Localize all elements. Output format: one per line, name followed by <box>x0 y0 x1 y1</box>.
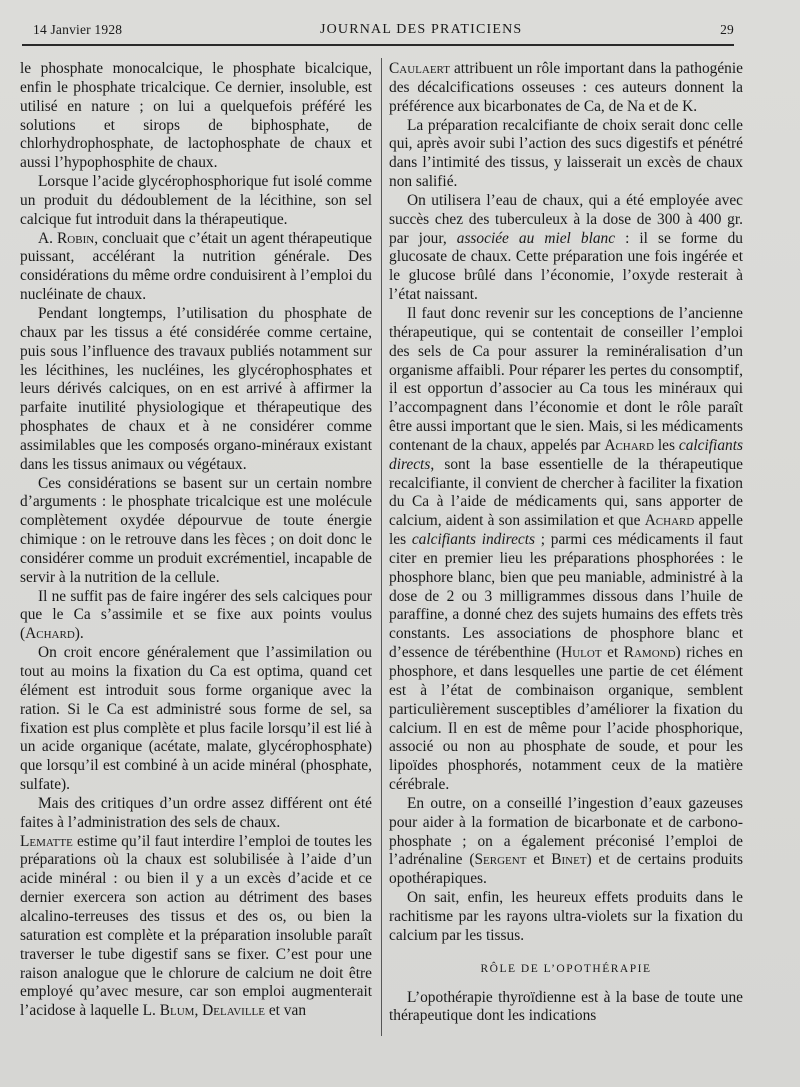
text-run: estime qu’il faut interdire l’emploi de toutes les préparations où la chaux est solubilisée à l’aide d’un acide minéral : ou bien il y a un excès d’acide et ce dernier exercera son action au détriment des bases alcalino-terreuses des tissus et des os, ou bien la saturation est complète et la préparation insoluble paraît traverser le tube digestif sans se fixer. C’est pour une raison analogue que le chlorure de calcium ne doit être employé qu’avec mesure, car son emploi augmenterait l’acidose à laquelle L. <box>20 832 372 1020</box>
author-name: Binet <box>551 851 587 869</box>
paragraph <box>389 889 743 946</box>
text-run: le phosphate monocalcique, le phosphate bicalcique, enfin le phosphate tricalcique. Ce dernier, insoluble, est utilisé en nature ; on lui a quelquefois préféré les solutions et sirops de biphosphate, de chlorhydrophosphate, de lactophosphate de chaux et aussi l’hypophosphite de chaux. <box>20 60 372 172</box>
text-run: : il se forme du glucosate de chaux. Cette préparation une fois ingérée et le glucose brûlé dans l’économie, l’oxyde resterait à l’état naissant. <box>389 229 744 304</box>
header-rule <box>22 44 734 46</box>
issue-date: 14 Janvier 1928 <box>33 22 123 37</box>
author-name: Caulaert <box>389 60 450 77</box>
author-name: Sergent <box>474 851 527 869</box>
right-column <box>389 60 743 1026</box>
text-run: ). <box>74 625 84 643</box>
author-name: Delaville <box>202 1002 265 1020</box>
text-run: On croit encore généralement que l’assimilation ou tout au moins la fixation du Ca est optima, quand cet élément est introduit sous forme organique avec la ration. Si le Ca est administré sous forme de sel, sa fixation est plus complète et plus facile lorsqu’il est lié à un acide organique (acétate, malate, glycérophosphate) que lorsqu’il est combiné à un acide minéral (phosphate, sulfate). <box>20 644 372 794</box>
text-run: ; parmi ces médicaments il faut citer en premier lieu les préparations phosphorées : le phosphore blanc, bien que peu maniable, administré à la dose de 2 ou 3 milligrammes dissous dans l’huile de paraffine, a donné chez des sujets humains des effets très constants. Les associations de phosphore blanc et d’essence de térébenthine ( <box>389 531 743 662</box>
emphasis: associée au miel blanc <box>456 229 616 247</box>
paragraph <box>20 644 372 795</box>
text-run: On utilisera l’eau de chaux, qui a été employée avec succès chez des tuberculeux à la dose de 300 à 400 gr. par jour, <box>389 191 743 247</box>
paragraph <box>389 989 743 1027</box>
emphasis: calcifiants indirects <box>411 531 535 549</box>
author-name: Achard <box>604 436 654 454</box>
paragraph <box>20 60 372 173</box>
text-run: ) riches en phosphore, et dans lesquelles une partie de cet élément est à l’état de combinaison organique, semblent particulièrement susceptibles d’améliorer la fixation du calcium. Il en est de même pour l’acide phosphorique, associé ou non au phosphate de soude, et pour les lipoïdes phosphorés, notamment ceux de la matière cérébrale. <box>389 644 743 794</box>
emphasis: calcifiants directs <box>389 436 743 473</box>
text-run: attribuent un rôle important dans la pathogénie des décalcifications osseuses : ces auteurs donnent la préférence aux bicarbonates de Ca, de Na et de K. <box>389 60 743 115</box>
author-name: Hulot <box>561 644 602 662</box>
author-name: Achard <box>25 625 75 643</box>
paragraph <box>20 588 372 645</box>
text-run: Mais des critiques d’un ordre assez différent ont été faites à l’administration des sels de chaux. <box>20 794 372 831</box>
paragraph <box>20 795 372 833</box>
paragraph <box>20 475 372 588</box>
text-run: On sait, enfin, les heureux effets produits dans le rachitisme par les rayons ultra-violets sur la fixation du calcium par les tissus. <box>389 889 743 944</box>
author-name: Lematte <box>20 832 73 850</box>
text-run: appelle les <box>389 512 743 549</box>
text-run: Pendant longtemps, l’utilisation du phosphate de chaux par les tissus a été considérée comme certaine, puis sous l’influence des travaux publiés notamment sur les lécithines, les nucléines, les glycérophosphates et leurs dérivés calciques, on en est arrivé à affirmer la parfaite inutilité physiologique et thérapeutique des phosphates de chaux et à ne considérer comme assimilables que les composés organo-minéraux existant dans les tissus animaux ou végétaux. <box>20 304 372 473</box>
text-run: Il faut donc revenir sur les conceptions de l’ancienne thérapeutique, qui se contentait de conseiller l’emploi des sels de Ca pour assurer la reminéralisation d’un organisme affaibli. Pour réparer les pertes du consomptif, il est opportun d’associer au Ca tous les minéraux qui l’accompagnent dans l’économie et dont le rôle paraît être aussi important que le sien. Mais, si les médicaments contenant de la chaux, appelés par <box>389 304 743 454</box>
paragraph <box>389 60 743 117</box>
paragraph <box>20 305 372 475</box>
text-run: , concluait que c’était un agent thérapeutique puissant, accélérant la nutrition générale. Des considérations du même ordre conduisirent à l’emploi du nucléinate de chaux. <box>20 229 372 304</box>
paragraph <box>20 173 372 230</box>
text-run: et <box>526 851 552 869</box>
text-run: les <box>653 436 679 454</box>
paragraph <box>389 795 743 889</box>
section-heading: RÔLE DE L’OPOTHÉRAPIE <box>480 962 652 975</box>
text-run: Ces considérations se basent sur un certain nombre d’arguments : le phosphate tricalcique est une molécule complètement oxydée dépourvue de toute énergie chimique : on le retrouve dans les fèces ; on doit donc le considérer comme un produit excrémentiel, incapable de servir à la nutrition de la cellule. <box>20 474 372 586</box>
paragraph <box>389 305 743 795</box>
author-name: Ramond <box>623 644 676 662</box>
text-run: et van <box>265 1002 307 1020</box>
author-name: A. Robin <box>38 229 95 247</box>
text-run: Lorsque l’acide glycérophosphorique fut isolé comme un produit du dédoublement de la lécithine, son sel calcique fut introduit dans la thérapeutique. <box>20 173 372 228</box>
left-column <box>20 60 372 1021</box>
text-run: L’opothérapie thyroïdienne est à la base de toute une thérapeutique dont les indications <box>389 988 743 1025</box>
paragraph <box>389 192 743 305</box>
text-run: Il ne suffit pas de faire ingérer des sels calciques pour que le Ca s’assimile et se fixe aux points voulus ( <box>20 587 372 643</box>
text-run: et <box>601 644 624 662</box>
journal-title: JOURNAL DES PRATICIENS <box>319 22 523 37</box>
author-name: Blum <box>159 1002 195 1020</box>
page-number: 29 <box>720 22 734 37</box>
column-divider <box>381 58 382 1036</box>
paragraph <box>20 230 372 305</box>
paragraph <box>20 833 372 1021</box>
running-header <box>33 20 734 40</box>
text-run: En outre, on a conseillé l’ingestion d’eaux gazeuses pour aider à la formation de bicarbonate et de carbono-phosphate ; on a également préconisé l’emploi de l’adrénaline ( <box>389 794 743 869</box>
author-name: Achard <box>644 512 695 530</box>
text-run: La préparation recalcifiante de choix serait donc celle qui, après avoir subi l’action des sucs digestifs et pénétré dans l’intimité des tissus, y laisserait un excès de chaux non salifié. <box>389 116 743 191</box>
text-run: ) et de certains produits opothérapiques. <box>389 851 743 888</box>
text-run: , sont la base essentielle de la thérapeutique recalcifiante, il convient de chercher à faciliter la fixation du Ca à l’aide de médicaments qui, sans apporter de calcium, aident à son assimilation et que <box>389 455 743 530</box>
text-run: , <box>194 1002 203 1020</box>
paragraph <box>389 117 743 192</box>
